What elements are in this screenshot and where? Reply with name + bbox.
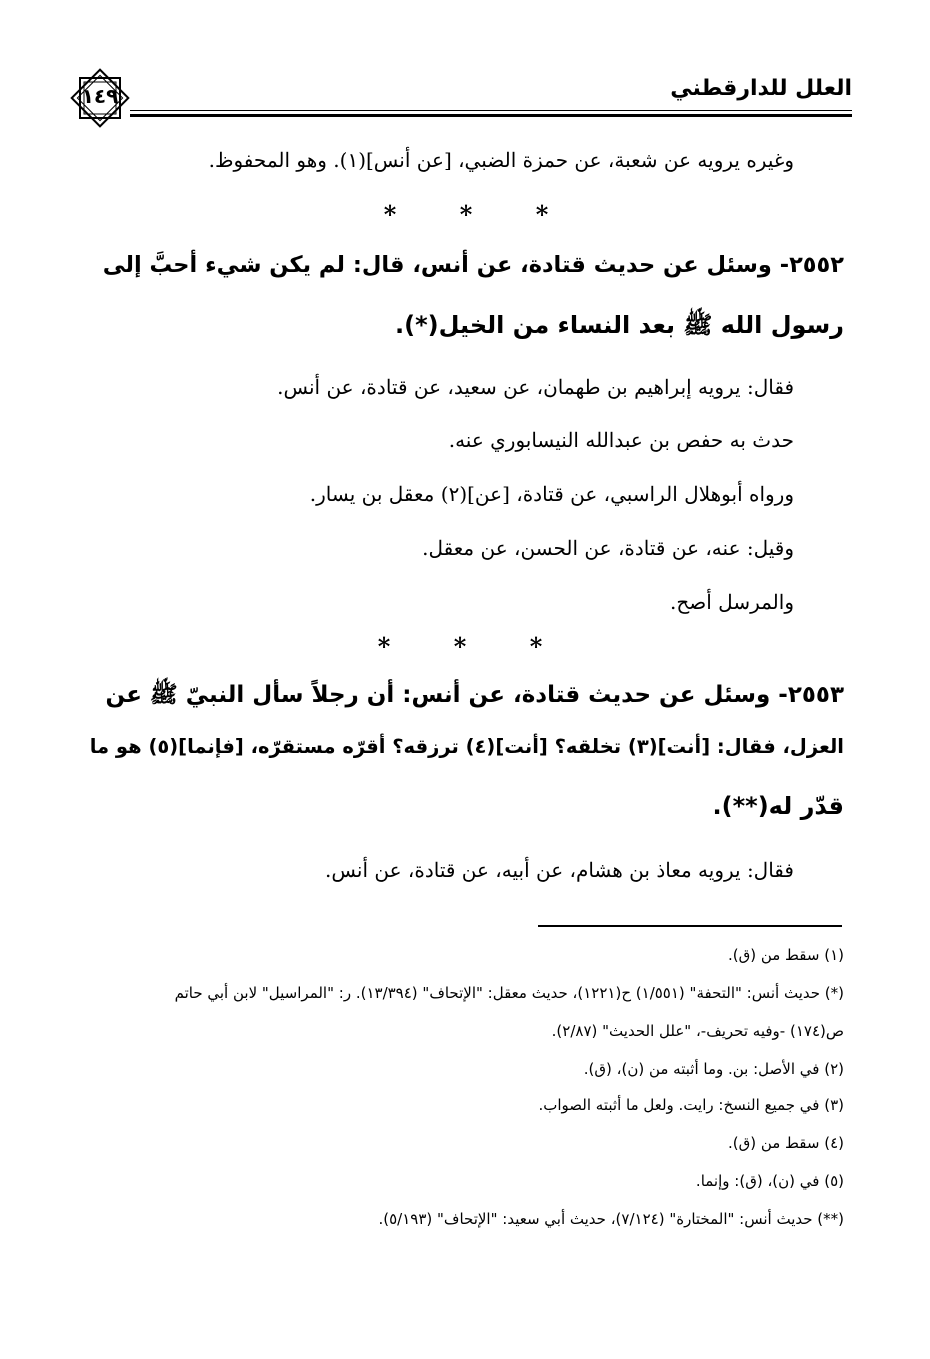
separator-asterisk: * [535, 200, 549, 229]
entry-2552-heading-line-2: رسول الله ﷺ بعد النساء من الخيل(*). [395, 311, 844, 339]
footnote-continuation: ص(١٧٤) -وفيه تحريف-، "علل الحديث" (٢/٨٧). [551, 1022, 844, 1040]
header-rule-thick [130, 114, 852, 117]
page-number-badge [68, 66, 132, 130]
entry-2552-text-line: ورواه أبوهلال الراسبي، عن قتادة، [عن](٢) معقل بن يسار. [309, 482, 794, 506]
footnote: (٢) في الأصل: بن. وما أثبته من (ن)، (ق). [583, 1060, 844, 1078]
running-header-title: العلل للدارقطني [670, 76, 852, 101]
separator-asterisk: * [453, 632, 467, 661]
entry-2553-text-line: فقال: يرويه معاذ بن هشام، عن أبيه، عن قتادة، عن أنس. [325, 858, 794, 882]
entry-2552-text-line: وقيل: عنه، عن قتادة، عن الحسن، عن معقل. [422, 536, 794, 560]
entry-2552-heading-line-1: ٢٥٥٢- وسئل عن حديث قتادة، عن أنس، قال: لم يكن شيء أحبَّ إلى [102, 252, 844, 278]
continuation-line: وغيره يرويه عن شعبة، عن حمزة الضبي، [عن أنس](١). وهو المحفوظ. [208, 148, 794, 172]
footnote: (٣) في جميع النسخ: رايت. ولعل ما أثبته الصواب. [538, 1096, 844, 1114]
entry-2553-heading-line-2: العزل، فقال: [أنت](٣) تخلقه؟ [أنت](٤) ترزقه؟ أقرّه مستقرّه، [فإنما](٥) هو ما [89, 735, 844, 758]
separator-asterisk: * [529, 632, 543, 661]
entry-2553-heading-line-1: ٢٥٥٣- وسئل عن حديث قتادة، عن أنس: أن رجلاً سأل النبيّ ﷺ عن [105, 682, 844, 708]
section-separator [346, 632, 574, 661]
entry-2553-heading-line-3: قدّر له(**). [712, 792, 844, 820]
footnote: (٤) سقط من (ق). [727, 1134, 844, 1152]
footnote: (١) سقط من (ق). [727, 946, 844, 964]
section-separator [352, 200, 580, 229]
entry-2552-text-line: فقال: يرويه إبراهيم بن طهمان، عن سعيد، عن قتادة، عن أنس. [277, 375, 794, 399]
footnote: (**) حديث أنس: "المختارة" (٧/١٢٤)، حديث أبي سعيد: "الإتحاف" (٥/١٩٣). [378, 1210, 844, 1228]
footnote: (٥) في (ن)، (ق): وإنما. [695, 1172, 844, 1190]
separator-asterisk: * [377, 632, 391, 661]
separator-asterisk: * [383, 200, 397, 229]
page-number: ١٤٩ [81, 84, 119, 108]
entry-2552-text-line: حدث به حفص بن عبدالله النيسابوري عنه. [448, 428, 794, 452]
entry-2552-text-line: والمرسل أصح. [670, 590, 794, 614]
footnote: (*) حديث أنس: "التحفة" (١/٥٥١) ح(١٢٢١)، حديث معقل: "الإتحاف" (١٣/٣٩٤). ر: "المراسيل" لابن أبي حاتم [174, 984, 844, 1002]
header-rule-thin [130, 110, 852, 111]
separator-asterisk: * [459, 200, 473, 229]
footnote-separator [538, 925, 842, 927]
